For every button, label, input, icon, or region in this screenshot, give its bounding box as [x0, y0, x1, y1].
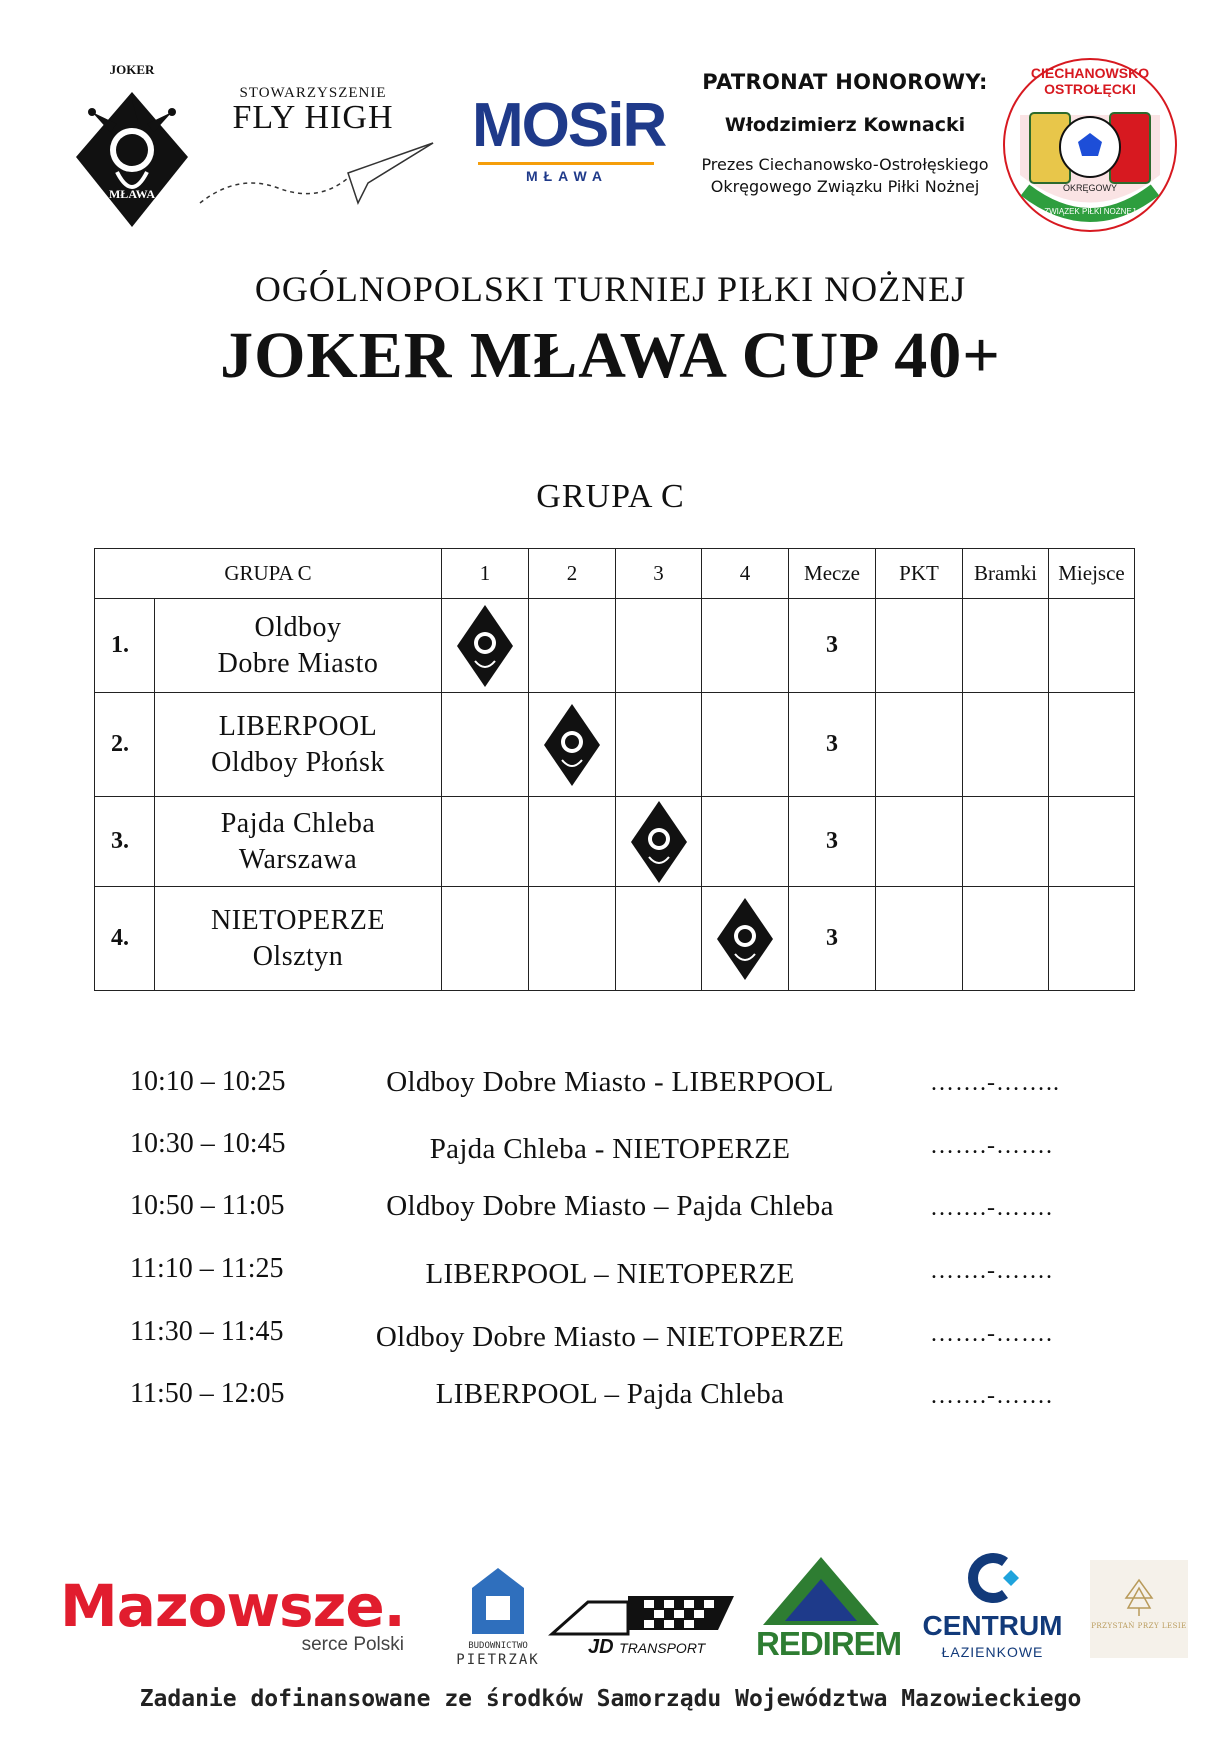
mosir-underline — [478, 162, 654, 165]
table-row — [95, 887, 1135, 991]
tree-emblem-icon — [1124, 1578, 1154, 1618]
joker-diamond-icon — [455, 603, 515, 689]
table-row — [95, 599, 1135, 693]
team-name — [155, 887, 442, 991]
joker-logo-top-text: JOKER — [109, 62, 155, 77]
match-time: 11:10 – 11:25 — [130, 1253, 284, 1284]
redirem-name: REDIREM — [756, 1625, 902, 1662]
team-name-line2: Olsztyn — [252, 940, 344, 972]
patronat-role-line2: Okręgowego Związku Piłki Nożnej — [710, 177, 980, 196]
team-name-line1: LIBERPOOL — [218, 710, 378, 742]
team-name — [155, 599, 442, 693]
truck-flag-icon — [548, 1582, 738, 1642]
budownictwo-pietrzak-logo — [448, 1560, 548, 1680]
patronat-honorowy — [680, 70, 1010, 220]
miejsce-cell — [1049, 887, 1135, 991]
header-col-1: 1 — [442, 549, 529, 599]
match-teams: Pajda Chleba - NIETOPERZE — [429, 1133, 791, 1165]
mecze-cell: 3 — [789, 693, 876, 797]
match-teams: Oldboy Dobre Miasto – Pajda Chleba — [386, 1190, 834, 1222]
page-subtitle: OGÓLNOPOLSKI TURNIEJ PIŁKI NOŻNEJ — [254, 269, 967, 309]
team-name — [155, 693, 442, 797]
match-time: 10:10 – 10:25 — [130, 1066, 286, 1097]
standings-table — [94, 548, 1135, 991]
match-score: …….-……. — [930, 1321, 1053, 1347]
pietrzak-line1: BUDOWNICTWO — [468, 1641, 528, 1651]
self-match-cell — [702, 887, 789, 991]
page-title: JOKER MŁAWA CUP 40+ — [220, 319, 1001, 392]
team-name — [155, 797, 442, 887]
result-cell — [442, 797, 529, 887]
fly-high-line2: FLY HIGH — [232, 99, 394, 136]
pietrzak-line2: PIETRZAK — [456, 1652, 540, 1668]
patronat-title: PATRONAT HONOROWY: — [702, 70, 988, 94]
c-diamond-icon — [965, 1550, 1021, 1606]
result-cell — [702, 797, 789, 887]
patronat-role-line1: Prezes Ciechanowsko-Ostrołęskiego — [701, 155, 989, 174]
row-number: 2. — [95, 693, 155, 797]
team-name-line1: NIETOPERZE — [210, 904, 386, 936]
roof-icon — [761, 1555, 881, 1627]
match-teams: LIBERPOOL – Pajda Chleba — [435, 1378, 785, 1410]
match-teams: Oldboy Dobre Miasto – NIETOPERZE — [375, 1321, 845, 1353]
oozpn-logo — [1000, 55, 1180, 235]
result-cell — [442, 693, 529, 797]
row-number: 3. — [95, 797, 155, 887]
match-time: 11:50 – 12:05 — [130, 1378, 285, 1409]
self-match-cell — [616, 797, 702, 887]
paper-plane-icon — [198, 133, 438, 213]
pkt-cell — [876, 693, 963, 797]
match-time: 10:50 – 11:05 — [130, 1190, 285, 1221]
oozpn-arc-bottom2: ZWIĄZEK PIŁKI NOŻNEJ — [1044, 207, 1136, 216]
header-col-3: 3 — [616, 549, 702, 599]
header-pkt: PKT — [876, 549, 963, 599]
joker-jester-diamond-icon — [72, 62, 192, 232]
match-score: …….-……. — [930, 1133, 1053, 1159]
header-col-2: 2 — [529, 549, 616, 599]
mosir-city: MŁAWA — [525, 168, 609, 184]
match-time: 10:30 – 10:45 — [130, 1128, 286, 1159]
mazowsze-tag: serce Polski — [301, 1634, 404, 1655]
match-score: …….-……. — [930, 1258, 1053, 1284]
mazowsze-logo — [60, 1572, 420, 1672]
team-name-line1: Oldboy — [254, 611, 342, 643]
pkt-cell — [876, 599, 963, 693]
joker-diamond-icon — [715, 896, 775, 982]
jd-transport-text — [588, 1636, 705, 1659]
house-icon — [470, 1566, 526, 1636]
mecze-cell: 3 — [789, 599, 876, 693]
przystan-name: PRZYSTAŃ PRZY LESIE — [1091, 1622, 1187, 1630]
self-match-cell — [529, 693, 616, 797]
joker-logo-bottom-text: MŁAWA — [108, 187, 155, 201]
joker-diamond-icon — [542, 702, 602, 788]
table-row — [95, 693, 1135, 797]
result-cell — [529, 599, 616, 693]
team-name-line2: Oldboy Płońsk — [211, 746, 385, 778]
miejsce-cell — [1049, 599, 1135, 693]
fly-high-logo — [198, 85, 438, 205]
oozpn-arc-bottom1: OKRĘGOWY — [1062, 183, 1117, 193]
jd-transport-logo — [548, 1582, 738, 1672]
joker-mlawa-logo — [72, 62, 192, 232]
result-cell — [702, 599, 789, 693]
jd-text: JD — [588, 1636, 614, 1658]
oozpn-arc-top: CIECHANOWSKO OSTROŁĘCKI — [1030, 65, 1150, 97]
match-teams: Oldboy Dobre Miasto - LIBERPOOL — [386, 1066, 834, 1098]
fly-high-line1: STOWARZYSZENIE — [239, 85, 387, 101]
bramki-cell — [963, 887, 1049, 991]
centrum-name: CENTRUM — [922, 1610, 1063, 1641]
result-cell — [529, 887, 616, 991]
match-score: …….-……. — [930, 1383, 1053, 1409]
match-teams: LIBERPOOL – NIETOPERZE — [425, 1258, 795, 1290]
miejsce-cell — [1049, 693, 1135, 797]
header-bramki: Bramki — [963, 549, 1049, 599]
table-header-row — [95, 549, 1135, 599]
bramki-cell — [963, 797, 1049, 887]
centrum-lazienkowe-logo — [910, 1550, 1075, 1670]
mosir-logo — [472, 90, 666, 190]
header-col-4: 4 — [702, 549, 789, 599]
mecze-cell: 3 — [789, 797, 876, 887]
header-miejsce: Miejsce — [1049, 549, 1135, 599]
patronat-name: Włodzimierz Kownacki — [724, 114, 966, 136]
funding-note: Zadanie dofinansowane ze środków Samorządu Województwa Mazowieckiego — [139, 1686, 1082, 1712]
row-number: 4. — [95, 887, 155, 991]
bramki-cell — [963, 599, 1049, 693]
result-cell — [616, 693, 702, 797]
header-group: GRUPA C — [95, 549, 442, 599]
centrum-sub: ŁAZIENKOWE — [941, 1644, 1044, 1660]
result-cell — [442, 887, 529, 991]
team-name-line2: Warszawa — [238, 843, 358, 875]
joker-diamond-icon — [629, 799, 689, 885]
pkt-cell — [876, 887, 963, 991]
team-name-line2: Dobre Miasto — [217, 647, 379, 679]
pkt-cell — [876, 797, 963, 887]
match-score: …….-…….. — [930, 1070, 1060, 1096]
row-number: 1. — [95, 599, 155, 693]
result-cell — [702, 693, 789, 797]
przystan-przy-lesie-logo — [1090, 1560, 1188, 1658]
header-mecze: Mecze — [789, 549, 876, 599]
match-time: 11:30 – 11:45 — [130, 1316, 284, 1347]
result-cell — [529, 797, 616, 887]
bramki-cell — [963, 693, 1049, 797]
mosir-name: MOSiR — [472, 91, 666, 160]
result-cell — [616, 599, 702, 693]
team-name-line1: Pajda Chleba — [220, 807, 376, 839]
mecze-cell: 3 — [789, 887, 876, 991]
self-match-cell — [442, 599, 529, 693]
transport-text: TRANSPORT — [619, 1640, 706, 1656]
group-title: GRUPA C — [536, 478, 685, 515]
mazowsze-word: Mazowsze. — [60, 1572, 405, 1640]
table-row — [95, 797, 1135, 887]
redirem-logo — [756, 1555, 902, 1675]
miejsce-cell — [1049, 797, 1135, 887]
result-cell — [616, 887, 702, 991]
match-score: …….-……. — [930, 1195, 1053, 1221]
